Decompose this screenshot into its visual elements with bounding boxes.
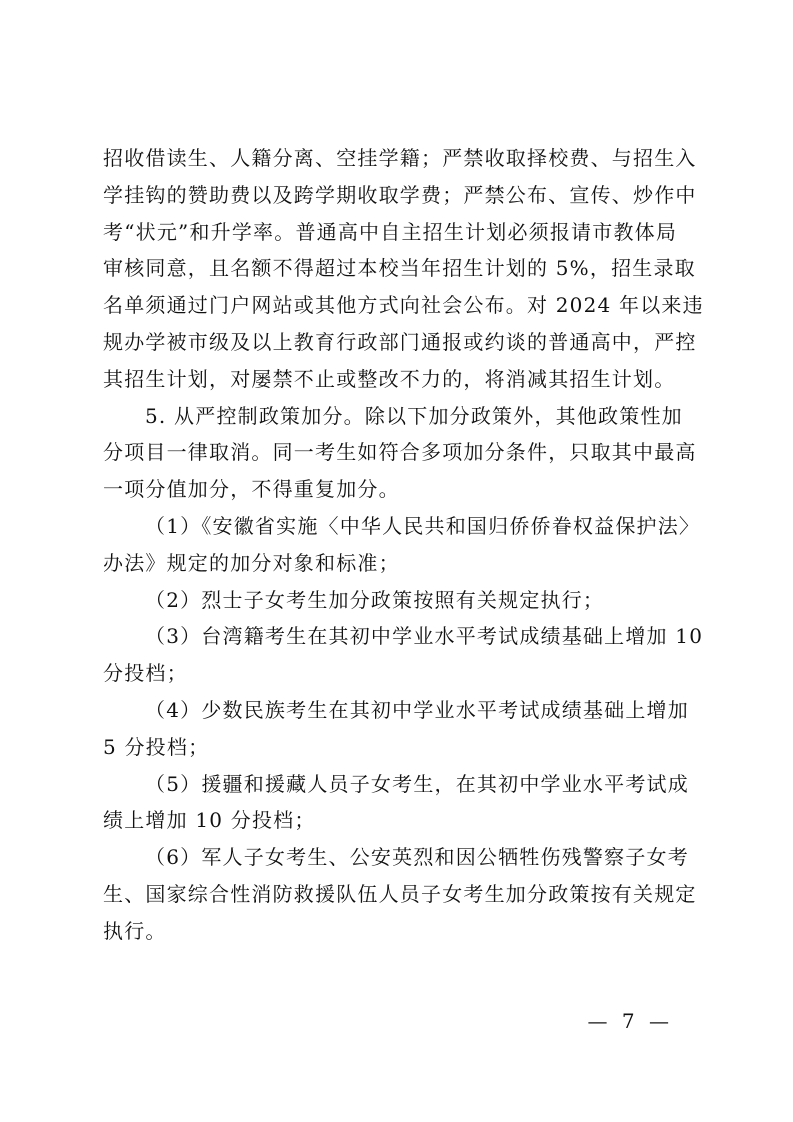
document-body (103, 140, 704, 950)
text-line: 生、国家综合性消防救援队伍人员子女考生加分政策按有关规定 (103, 881, 697, 906)
list-item-line: （5）援疆和援藏人员子女考生，在其初中学业水平考试成 (145, 771, 689, 796)
text-line: 一项分值加分，不得重复加分。 (103, 477, 400, 502)
paragraph-start-line: 5. 从严控制政策加分。除以下加分政策外，其他政策性加 (145, 403, 683, 428)
page-number: — 7 — (587, 1009, 673, 1033)
list-item-line: （6）军人子女考生、公安英烈和因公牺牲伤残警察子女考 (145, 845, 689, 870)
text-line: 5 分投档； (103, 734, 210, 759)
text-line: 学挂钩的赞助费以及跨学期收取学费；严禁公布、宣传、炒作中 (103, 182, 697, 207)
text-line: 分项目一律取消。同一考生如符合多项加分条件，只取其中最高 (103, 440, 697, 465)
text-line: 审核同意，且名额不得超过本校当年招生计划的 5%，招生录取 (103, 256, 696, 281)
text-line: 考“状元”和升学率。普通高中自主招生计划必须报请市教体局 (103, 219, 678, 244)
list-item-line: （4）少数民族考生在其初中学业水平考试成绩基础上增加 (145, 697, 689, 722)
text-line: 规办学被市级及以上教育行政部门通报或约谈的普通高中，严控 (103, 329, 697, 354)
text-line: 分投档； (103, 661, 188, 686)
text-line: 办法》规定的加分对象和标准； (103, 550, 400, 575)
text-line: 其招生计划，对屡禁不止或整改不力的，将消减其招生计划。 (103, 366, 676, 391)
list-item-line: （2）烈士子女考生加分政策按照有关规定执行； (145, 587, 605, 612)
text-line: 招收借读生、人籍分离、空挂学籍；严禁收取择校费、与招生入 (103, 146, 697, 170)
list-item-line: （3）台湾籍考生在其初中学业水平考试成绩基础上增加 10 (145, 624, 704, 649)
text-line: 名单须通过门户网站或其他方式向社会公布。对 2024 年以来违 (103, 293, 704, 318)
text-line: 执行。 (103, 918, 167, 943)
text-line: 绩上增加 10 分投档； (103, 808, 316, 833)
list-item-line: （1）《安徽省实施〈中华人民共和国归侨侨眷权益保护法〉 (145, 513, 701, 538)
